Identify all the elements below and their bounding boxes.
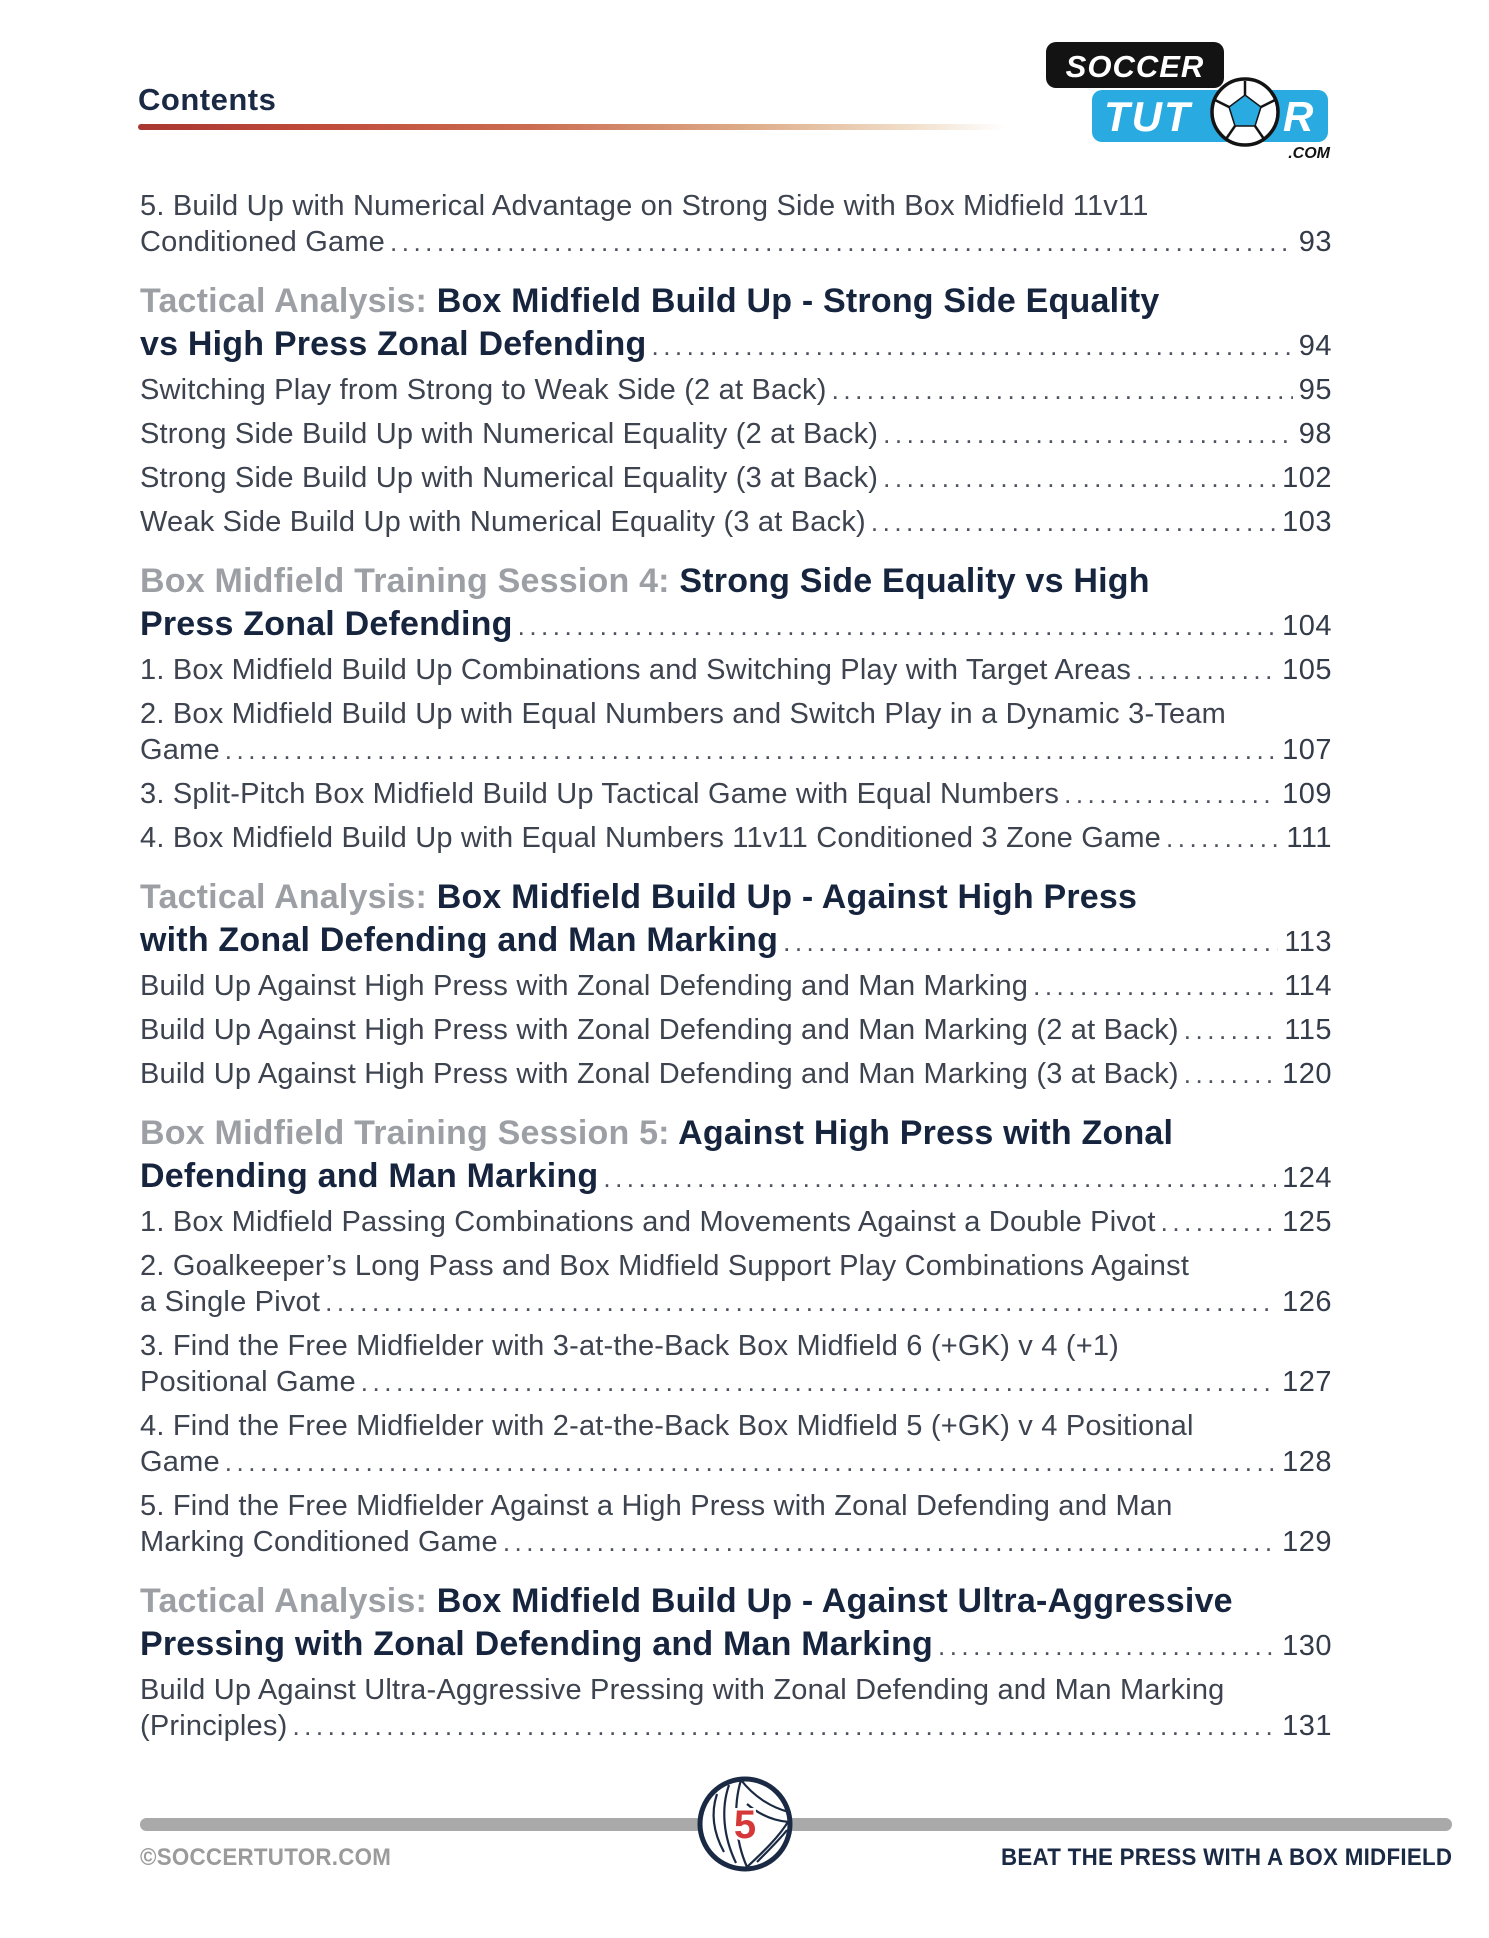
dot-leader [1184, 1012, 1278, 1048]
toc-entry-text: Weak Side Build Up with Numerical Equality (3 at Back) [140, 506, 866, 538]
toc-heading-text: Box Midfield Build Up - Strong Side Equality [436, 282, 1160, 320]
toc-entry [140, 776, 1332, 812]
toc-entry [140, 1248, 1332, 1320]
toc-entry-text: Marking Conditioned Game [140, 1526, 498, 1558]
dot-leader [603, 1157, 1276, 1200]
toc-page-number: 107 [1282, 734, 1332, 766]
toc-entry-text: 3. Find the Free Midfielder with 3-at-the-Back Box Midfield 6 (+GK) v 4 (+1) [140, 1330, 1120, 1362]
toc-line [140, 820, 1332, 856]
toc-entry [140, 968, 1332, 1004]
toc-page-number: 93 [1298, 226, 1332, 258]
toc-line [140, 1248, 1332, 1284]
toc-line [140, 1408, 1332, 1444]
toc-line [140, 1112, 1332, 1155]
dot-leader [938, 1625, 1276, 1668]
toc-entry-text: Build Up Against High Press with Zonal Defending and Man Marking [140, 970, 1029, 1002]
toc-line [140, 1488, 1332, 1524]
toc-entry-text: Build Up Against Ultra-Aggressive Pressing with Zonal Defending and Man Marking [140, 1674, 1225, 1706]
toc-heading-prefix: Tactical Analysis: [140, 1582, 437, 1620]
toc-line [140, 1672, 1332, 1708]
toc-line [140, 696, 1332, 732]
toc-line [140, 968, 1332, 1004]
toc-page-number: 125 [1282, 1206, 1332, 1238]
toc-entry-text: 1. Box Midfield Passing Combinations and Movements Against a Double Pivot [140, 1206, 1156, 1238]
soccertutor-logo [1030, 34, 1340, 162]
toc-line [140, 1056, 1332, 1092]
dot-leader [361, 1364, 1276, 1400]
toc-heading-prefix: Box Midfield Training Session 4: [140, 562, 680, 600]
toc-entry [140, 372, 1332, 408]
toc-page-number: 115 [1284, 1014, 1332, 1046]
toc-line [140, 280, 1332, 323]
toc-heading-text: Press Zonal Defending [140, 605, 513, 643]
toc-heading-text: Against High Press with Zonal [678, 1114, 1174, 1152]
dot-leader [503, 1524, 1276, 1560]
toc-entry [140, 820, 1332, 856]
toc-page-number: 94 [1298, 330, 1332, 362]
toc-line [140, 732, 1332, 768]
toc-page-number: 103 [1282, 506, 1332, 538]
toc-entry-text: Build Up Against High Press with Zonal Defending and Man Marking (3 at Back) [140, 1058, 1179, 1090]
toc-line [140, 504, 1332, 540]
dot-leader [651, 325, 1292, 368]
toc-entry-text: Strong Side Build Up with Numerical Equality (3 at Back) [140, 462, 879, 494]
toc-page-number: 113 [1284, 926, 1332, 958]
footer-book-title: BEAT THE PRESS WITH A BOX MIDFIELD [1000, 1844, 1452, 1871]
toc-heading-prefix: Tactical Analysis: [140, 878, 437, 916]
toc-line [140, 416, 1332, 452]
logo-com-text: .COM [1288, 145, 1330, 162]
toc-line [140, 1364, 1332, 1400]
dot-leader [783, 921, 1278, 964]
dot-leader [1136, 652, 1276, 688]
toc-line [140, 1708, 1332, 1744]
toc-entry-text: Positional Game [140, 1366, 356, 1398]
toc-line [140, 776, 1332, 812]
toc-entry-text: 3. Split-Pitch Box Midfield Build Up Tactical Game with Equal Numbers [140, 778, 1060, 810]
dot-leader [1184, 1056, 1276, 1092]
dot-leader [225, 732, 1276, 768]
toc-line [140, 323, 1332, 368]
toc-entry [140, 1328, 1332, 1400]
toc-entry-text: Build Up Against High Press with Zonal Defending and Man Marking (2 at Back) [140, 1014, 1179, 1046]
toc-entry [140, 1056, 1332, 1092]
logo-soccer-text: SOCCER [1065, 49, 1205, 84]
toc-line [140, 1328, 1332, 1364]
toc-line [140, 603, 1332, 648]
toc-entry-text: (Principles) [140, 1710, 288, 1742]
toc-line [140, 652, 1332, 688]
toc-entry [140, 696, 1332, 768]
toc-entry-text: a Single Pivot [140, 1286, 321, 1318]
dot-leader [518, 605, 1277, 648]
toc-heading-text: vs High Press Zonal Defending [140, 325, 647, 363]
toc-entry [140, 1012, 1332, 1048]
footer-divider-bar [140, 1818, 1452, 1831]
toc-line [140, 460, 1332, 496]
toc-line [140, 876, 1332, 919]
toc-entry-text: 2. Goalkeeper’s Long Pass and Box Midfield Support Play Combinations Against [140, 1250, 1190, 1282]
toc-heading-text: with Zonal Defending and Man Marking [140, 921, 779, 959]
toc-page-number: 126 [1282, 1286, 1332, 1318]
toc-line [140, 560, 1332, 603]
toc-page-number: 127 [1282, 1366, 1332, 1398]
dot-leader [390, 224, 1293, 260]
toc-heading-text: Defending and Man Marking [140, 1157, 599, 1195]
dot-leader [883, 416, 1293, 452]
toc-page-number: 109 [1282, 778, 1332, 810]
dot-leader [1166, 820, 1280, 856]
toc-section-heading [140, 1112, 1332, 1200]
toc-entry-text: 4. Find the Free Midfielder with 2-at-the-Back Box Midfield 5 (+GK) v 4 Positional [140, 1410, 1194, 1442]
dot-leader [832, 372, 1293, 408]
toc-entry [140, 1408, 1332, 1480]
footer-copyright: ©SOCCERTUTOR.COM [140, 1844, 392, 1871]
toc-page-number: 124 [1282, 1162, 1332, 1194]
toc-line [140, 1580, 1332, 1623]
dot-leader [871, 504, 1276, 540]
toc-line [140, 188, 1332, 224]
toc-line [140, 1204, 1332, 1240]
toc-entry-text: 4. Box Midfield Build Up with Equal Numbers 11v11 Conditioned 3 Zone Game [140, 822, 1162, 854]
toc-page-number: 98 [1298, 418, 1332, 450]
toc-entry [140, 1488, 1332, 1560]
toc-entry-text: Strong Side Build Up with Numerical Equality (2 at Back) [140, 418, 879, 450]
toc-entry-text: Game [140, 1446, 220, 1478]
toc-entry [140, 1672, 1332, 1744]
toc-page-number: 111 [1286, 822, 1332, 854]
toc-line [140, 224, 1332, 260]
toc-page-number: 105 [1282, 654, 1332, 686]
toc-entry [140, 1204, 1332, 1240]
toc-heading-text: Box Midfield Build Up - Against High Press [436, 878, 1138, 916]
dot-leader [1033, 968, 1278, 1004]
toc-section-heading [140, 1580, 1332, 1668]
logo-soccer-ball-icon [1212, 79, 1278, 145]
toc-line [140, 1524, 1332, 1560]
toc-entry [140, 652, 1332, 688]
logo-tutor-text-left: TUT [1104, 93, 1192, 140]
toc-page-number: 104 [1282, 610, 1332, 642]
toc-line [140, 1012, 1332, 1048]
page-title: Contents [138, 82, 277, 117]
toc-line [140, 919, 1332, 964]
page-number-ball-icon [695, 1774, 795, 1874]
toc-entry-text: Game [140, 734, 220, 766]
logo-tutor-text-right: R [1283, 93, 1314, 140]
footer-page-number: 5 [733, 1803, 757, 1847]
toc-heading-prefix: Tactical Analysis: [140, 282, 437, 320]
toc-entry [140, 504, 1332, 540]
toc-section-heading [140, 876, 1332, 964]
toc-page-number: 131 [1282, 1710, 1332, 1742]
toc-entry-text: Switching Play from Strong to Weak Side (2 at Back) [140, 374, 827, 406]
toc-entry-text: 1. Box Midfield Build Up Combinations and Switching Play with Target Areas [140, 654, 1132, 686]
toc-entry [140, 188, 1332, 260]
dot-leader [1064, 776, 1276, 812]
toc-entry-text: 5. Build Up with Numerical Advantage on Strong Side with Box Midfield 11v11 [140, 190, 1149, 222]
dot-leader [225, 1444, 1276, 1480]
toc-heading-prefix: Box Midfield Training Session 5: [140, 1114, 679, 1152]
toc-entry-text: Conditioned Game [140, 226, 386, 258]
toc-line [140, 1623, 1332, 1668]
toc-entry [140, 460, 1332, 496]
toc-page-number: 129 [1282, 1526, 1332, 1558]
toc-entry-text: 2. Box Midfield Build Up with Equal Numbers and Switch Play in a Dynamic 3-Team [140, 698, 1227, 730]
toc-page-number: 130 [1282, 1630, 1332, 1662]
toc-page-number: 95 [1298, 374, 1332, 406]
toc-line [140, 1284, 1332, 1320]
toc-line [140, 372, 1332, 408]
toc-entry [140, 416, 1332, 452]
toc-heading-text: Pressing with Zonal Defending and Man Marking [140, 1625, 933, 1663]
toc-page-number: 128 [1282, 1446, 1332, 1478]
toc-heading-text: Box Midfield Build Up - Against Ultra-Aggressive [436, 1582, 1233, 1620]
dot-leader [1161, 1204, 1276, 1240]
toc-section-heading [140, 280, 1332, 368]
toc-page-number: 102 [1282, 462, 1332, 494]
title-underline-rule [138, 124, 1006, 130]
toc-line [140, 1444, 1332, 1480]
toc-section-heading [140, 560, 1332, 648]
toc-heading-text: Strong Side Equality vs High [679, 562, 1150, 600]
dot-leader [325, 1284, 1276, 1320]
dot-leader [292, 1708, 1276, 1744]
toc-page-number: 120 [1282, 1058, 1332, 1090]
toc-page-number: 114 [1284, 970, 1332, 1002]
table-of-contents [140, 188, 1332, 1752]
toc-entry-text: 5. Find the Free Midfielder Against a High Press with Zonal Defending and Man [140, 1490, 1173, 1522]
dot-leader [883, 460, 1276, 496]
toc-line [140, 1155, 1332, 1200]
